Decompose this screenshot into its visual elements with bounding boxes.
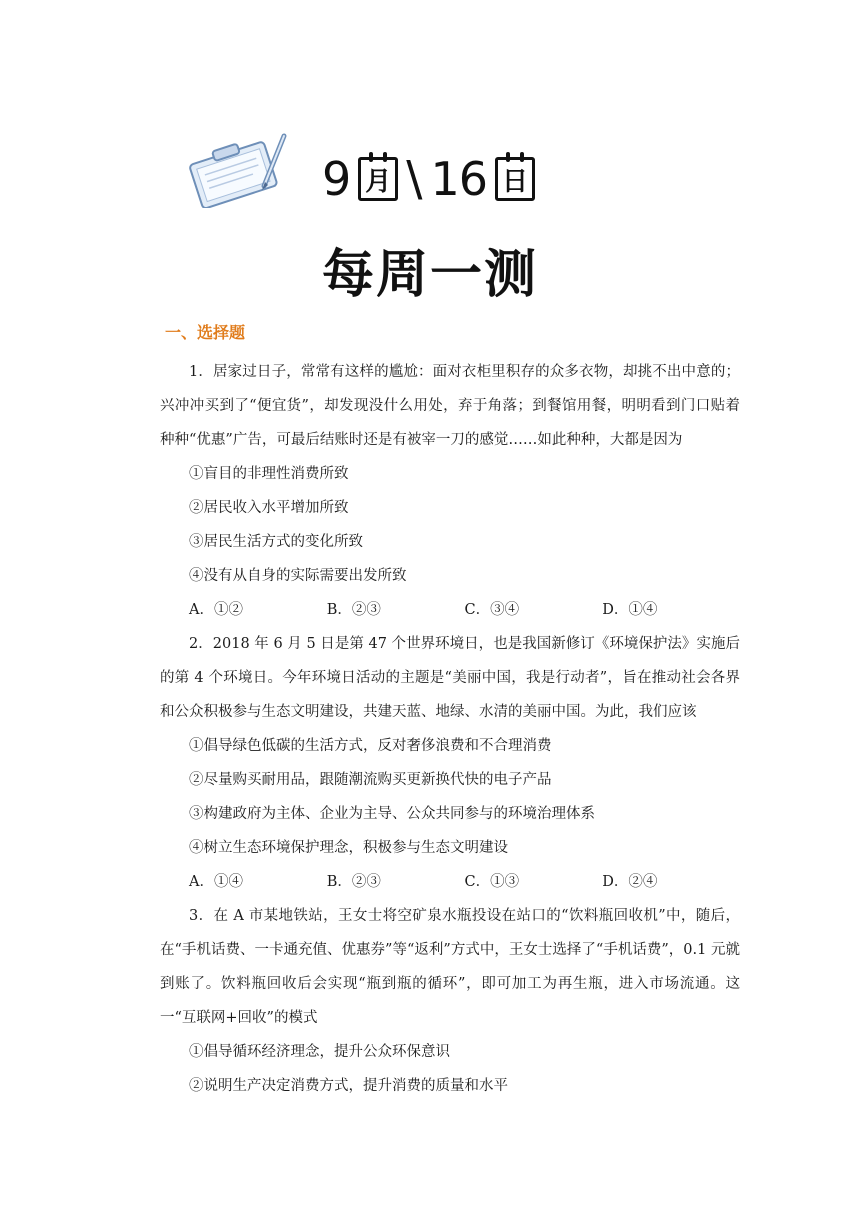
answer-choice-b: B．②③ — [326, 874, 381, 890]
clipboard-pen-icon — [180, 128, 300, 208]
statement-option: ②尽量购买耐用品，跟随潮流购买更新换代快的电子产品 — [189, 772, 552, 788]
question-2 — [160, 627, 740, 899]
month-number: 9 — [322, 152, 351, 206]
statement-option: ④树立生态环境保护理念，积极参与生态文明建设 — [189, 840, 508, 856]
month-calendar-icon: 月 — [358, 157, 398, 201]
date-separator: \ — [406, 151, 423, 207]
question-stem: 3．在 A 市某地铁站，王女士将空矿泉水瓶投设在站口的“饮料瓶回收机”中，随后，在“手机话费、一卡通充值、优惠券”等“返利”方式中，王女士选择了“手机话费”，0.1 元就到账了。饮料瓶回收后会实现“瓶到瓶的循环”，即可加工为再生瓶，进入市场流通。这一“互联网+回收”的模式 — [160, 908, 740, 1026]
question-3 — [160, 899, 740, 1103]
section-heading: 一、选择题 — [165, 323, 246, 342]
question-stem: 1．居家过日子，常常有这样的尴尬：面对衣柜里积存的众多衣物，却挑不出中意的；兴冲冲买到了“便宜货”，却发现没什么用处，弃于角落；到餐馆用餐，明明看到门口贴着种种“优惠”广告，可最后结账时还是有被宰一刀的感觉……如此种种，大都是因为 — [160, 364, 740, 448]
answer-choice-a: A．①④ — [189, 874, 243, 890]
answer-choice-d: D．②④ — [602, 874, 658, 890]
answer-choice-d: D．①④ — [602, 602, 658, 618]
date-display — [322, 148, 535, 210]
answer-choices — [160, 865, 740, 899]
statement-option: ③构建政府为主体、企业为主导、公众共同参与的环境治理体系 — [189, 806, 595, 822]
statement-option: ②说明生产决定消费方式，提升消费的质量和水平 — [189, 1078, 508, 1094]
statement-option: ③居民生活方式的变化所致 — [189, 534, 363, 550]
statement-option: ①倡导绿色低碳的生活方式，反对奢侈浪费和不合理消费 — [189, 738, 552, 754]
question-list — [160, 355, 740, 1103]
answer-choice-c: C．①③ — [464, 874, 520, 890]
day-calendar-icon: 日 — [495, 157, 535, 201]
answer-choices — [160, 593, 740, 627]
statement-option: ②居民收入水平增加所致 — [189, 500, 349, 516]
answer-choice-b: B．②③ — [326, 602, 381, 618]
page-title: 每周一测 — [321, 245, 538, 305]
statement-option: ①盲目的非理性消费所致 — [189, 466, 349, 482]
question-1 — [160, 355, 740, 627]
question-stem: 2．2018 年 6 月 5 日是第 47 个世界环境日，也是我国新修订《环境保护法》实施后的第 4 个环境日。今年环境日活动的主题是“美丽中国，我是行动者”，旨在推动社会各界和公众积极参与生态文明建设，共建天蓝、地绿、水清的美丽中国。为此，我们应该 — [160, 636, 740, 720]
statement-option: ①倡导循环经济理念，提升公众环保意识 — [189, 1044, 450, 1060]
answer-choice-c: C．③④ — [464, 602, 520, 618]
statement-option: ④没有从自身的实际需要出发所致 — [189, 568, 407, 584]
answer-choice-a: A．①② — [189, 602, 243, 618]
day-number: 16 — [430, 152, 487, 206]
